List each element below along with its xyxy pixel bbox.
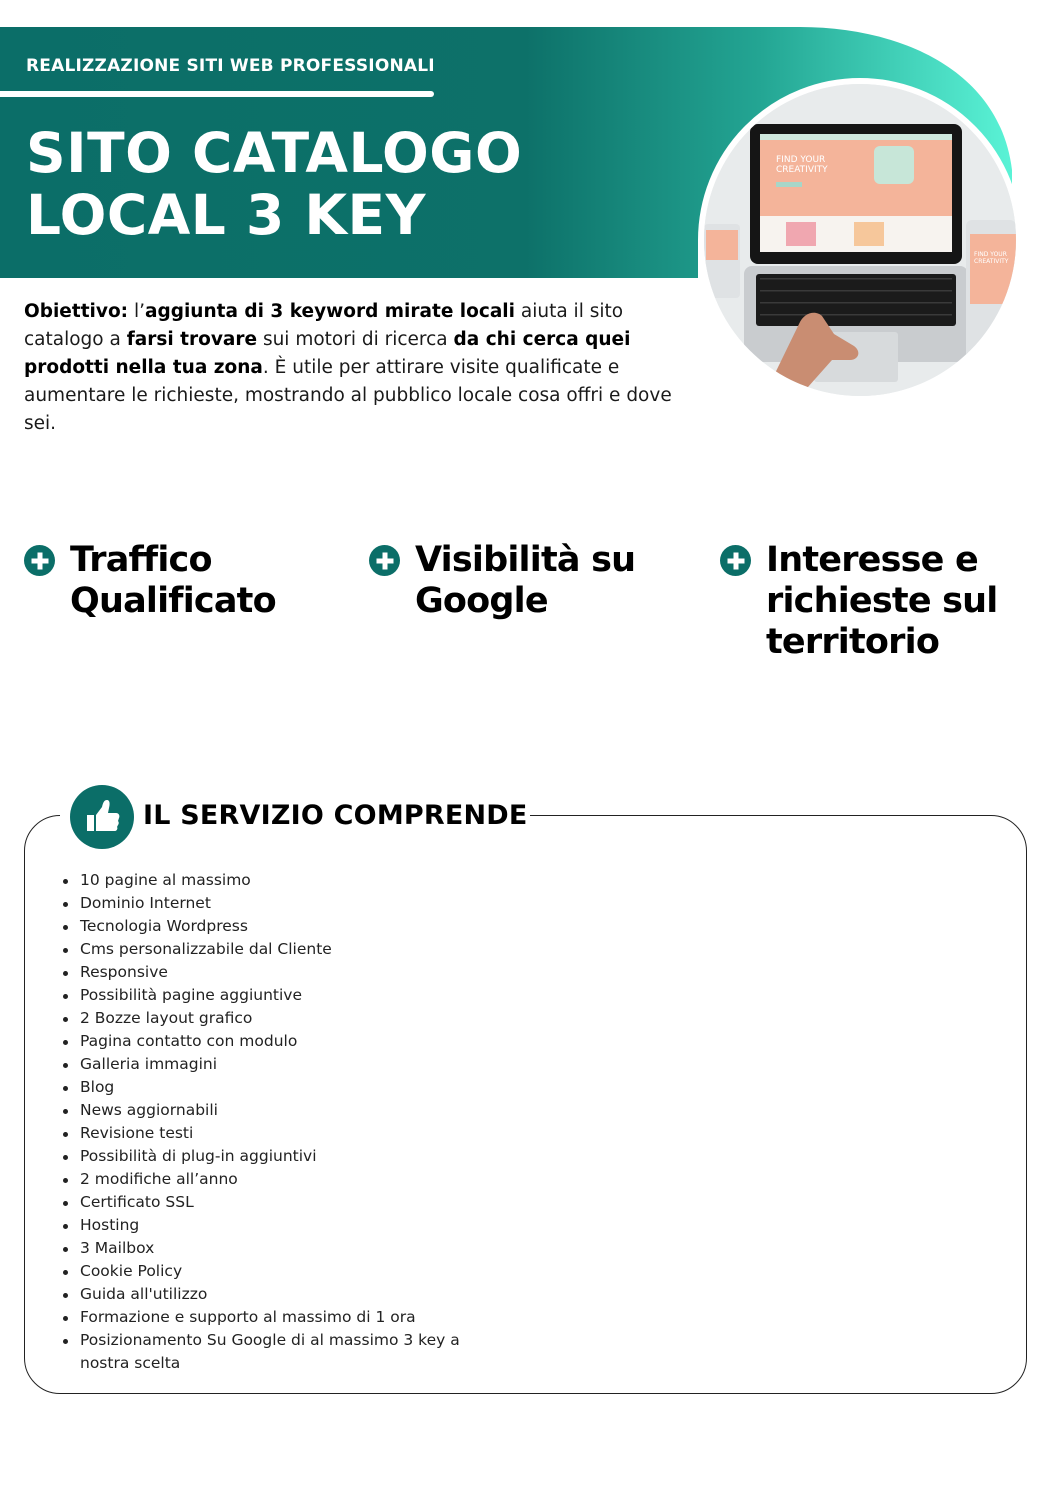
list-item: 2 modifiche all’anno — [60, 1168, 500, 1191]
intro-segment: . È utile per attirare visite qualificate e aumentare le richieste, mostrando al pubblico locale cosa offri e dove sei. — [24, 357, 672, 434]
list-item: 10 pagine al massimo — [60, 869, 500, 892]
plus-circle-icon — [369, 545, 400, 576]
intro-segment: da chi cerca quei prodotti nella tua zona — [24, 329, 631, 378]
title-line-1: SITO CATALOGO — [26, 121, 523, 185]
list-item: Posizionamento Su Google di al massimo 3 key a nostra scelta — [60, 1329, 500, 1375]
list-item: Dominio Internet — [60, 892, 500, 915]
list-item: Galleria immagini — [60, 1053, 500, 1076]
intro-segment: farsi trovare — [126, 329, 258, 350]
service-title: IL SERVIZIO COMPRENDE — [143, 800, 528, 831]
intro-segment: l’ — [128, 301, 145, 322]
eyebrow-divider — [0, 91, 434, 97]
intro-segment: aiuta il sito catalogo a — [24, 301, 624, 350]
list-item: Blog — [60, 1076, 500, 1099]
benefit-traffic — [24, 540, 324, 622]
page-title — [26, 122, 522, 246]
screen-headline: FIND YOUR — [776, 155, 826, 165]
svg-text:CREATIVITY: CREATIVITY — [776, 165, 828, 175]
list-item: Possibilità di plug-in aggiuntivi — [60, 1145, 500, 1168]
service-list — [60, 869, 500, 1375]
list-item: Formazione e supporto al massimo di 1 ora — [60, 1306, 500, 1329]
objective-paragraph — [24, 298, 684, 438]
list-item: Responsive — [60, 961, 500, 984]
benefit-google-visibility — [369, 540, 669, 622]
svg-text:FIND YOUR: FIND YOUR — [974, 251, 1007, 258]
list-item: Tecnologia Wordpress — [60, 915, 500, 938]
benefit-local-interest — [720, 540, 1040, 663]
thumbs-up-badge — [70, 785, 134, 849]
benefit-label: Traffico Qualificato — [70, 540, 276, 621]
header-eyebrow: REALIZZAZIONE SITI WEB PROFESSIONALI — [26, 56, 435, 76]
title-line-2: LOCAL 3 KEY — [26, 183, 426, 247]
plus-circle-icon — [720, 545, 751, 576]
benefit-label: Interesse e richieste sul territorio — [766, 540, 998, 662]
laptop-illustration — [704, 84, 1016, 396]
list-item: News aggiornabili — [60, 1099, 500, 1122]
intro-segment: sui motori di ricerca — [257, 329, 454, 350]
list-item: 2 Bozze layout grafico — [60, 1007, 500, 1030]
list-item: Cookie Policy — [60, 1260, 500, 1283]
list-item: Revisione testi — [60, 1122, 500, 1145]
list-item: Cms personalizzabile dal Cliente — [60, 938, 500, 961]
thumbs-up-icon — [70, 785, 134, 849]
svg-text:CREATIVITY: CREATIVITY — [974, 258, 1009, 265]
hero-devices-photo — [698, 78, 1022, 402]
list-item: Pagina contatto con modulo — [60, 1030, 500, 1053]
intro-segment: aggiunta di 3 keyword mirate locali — [144, 301, 515, 322]
list-item: Hosting — [60, 1214, 500, 1237]
plus-circle-icon — [24, 545, 55, 576]
benefit-label: Visibilità su Google — [415, 540, 636, 621]
list-item: Certificato SSL — [60, 1191, 500, 1214]
list-item: 3 Mailbox — [60, 1237, 500, 1260]
intro-segment: Obiettivo: — [24, 301, 129, 322]
list-item: Possibilità pagine aggiuntive — [60, 984, 500, 1007]
list-item: Guida all'utilizzo — [60, 1283, 500, 1306]
